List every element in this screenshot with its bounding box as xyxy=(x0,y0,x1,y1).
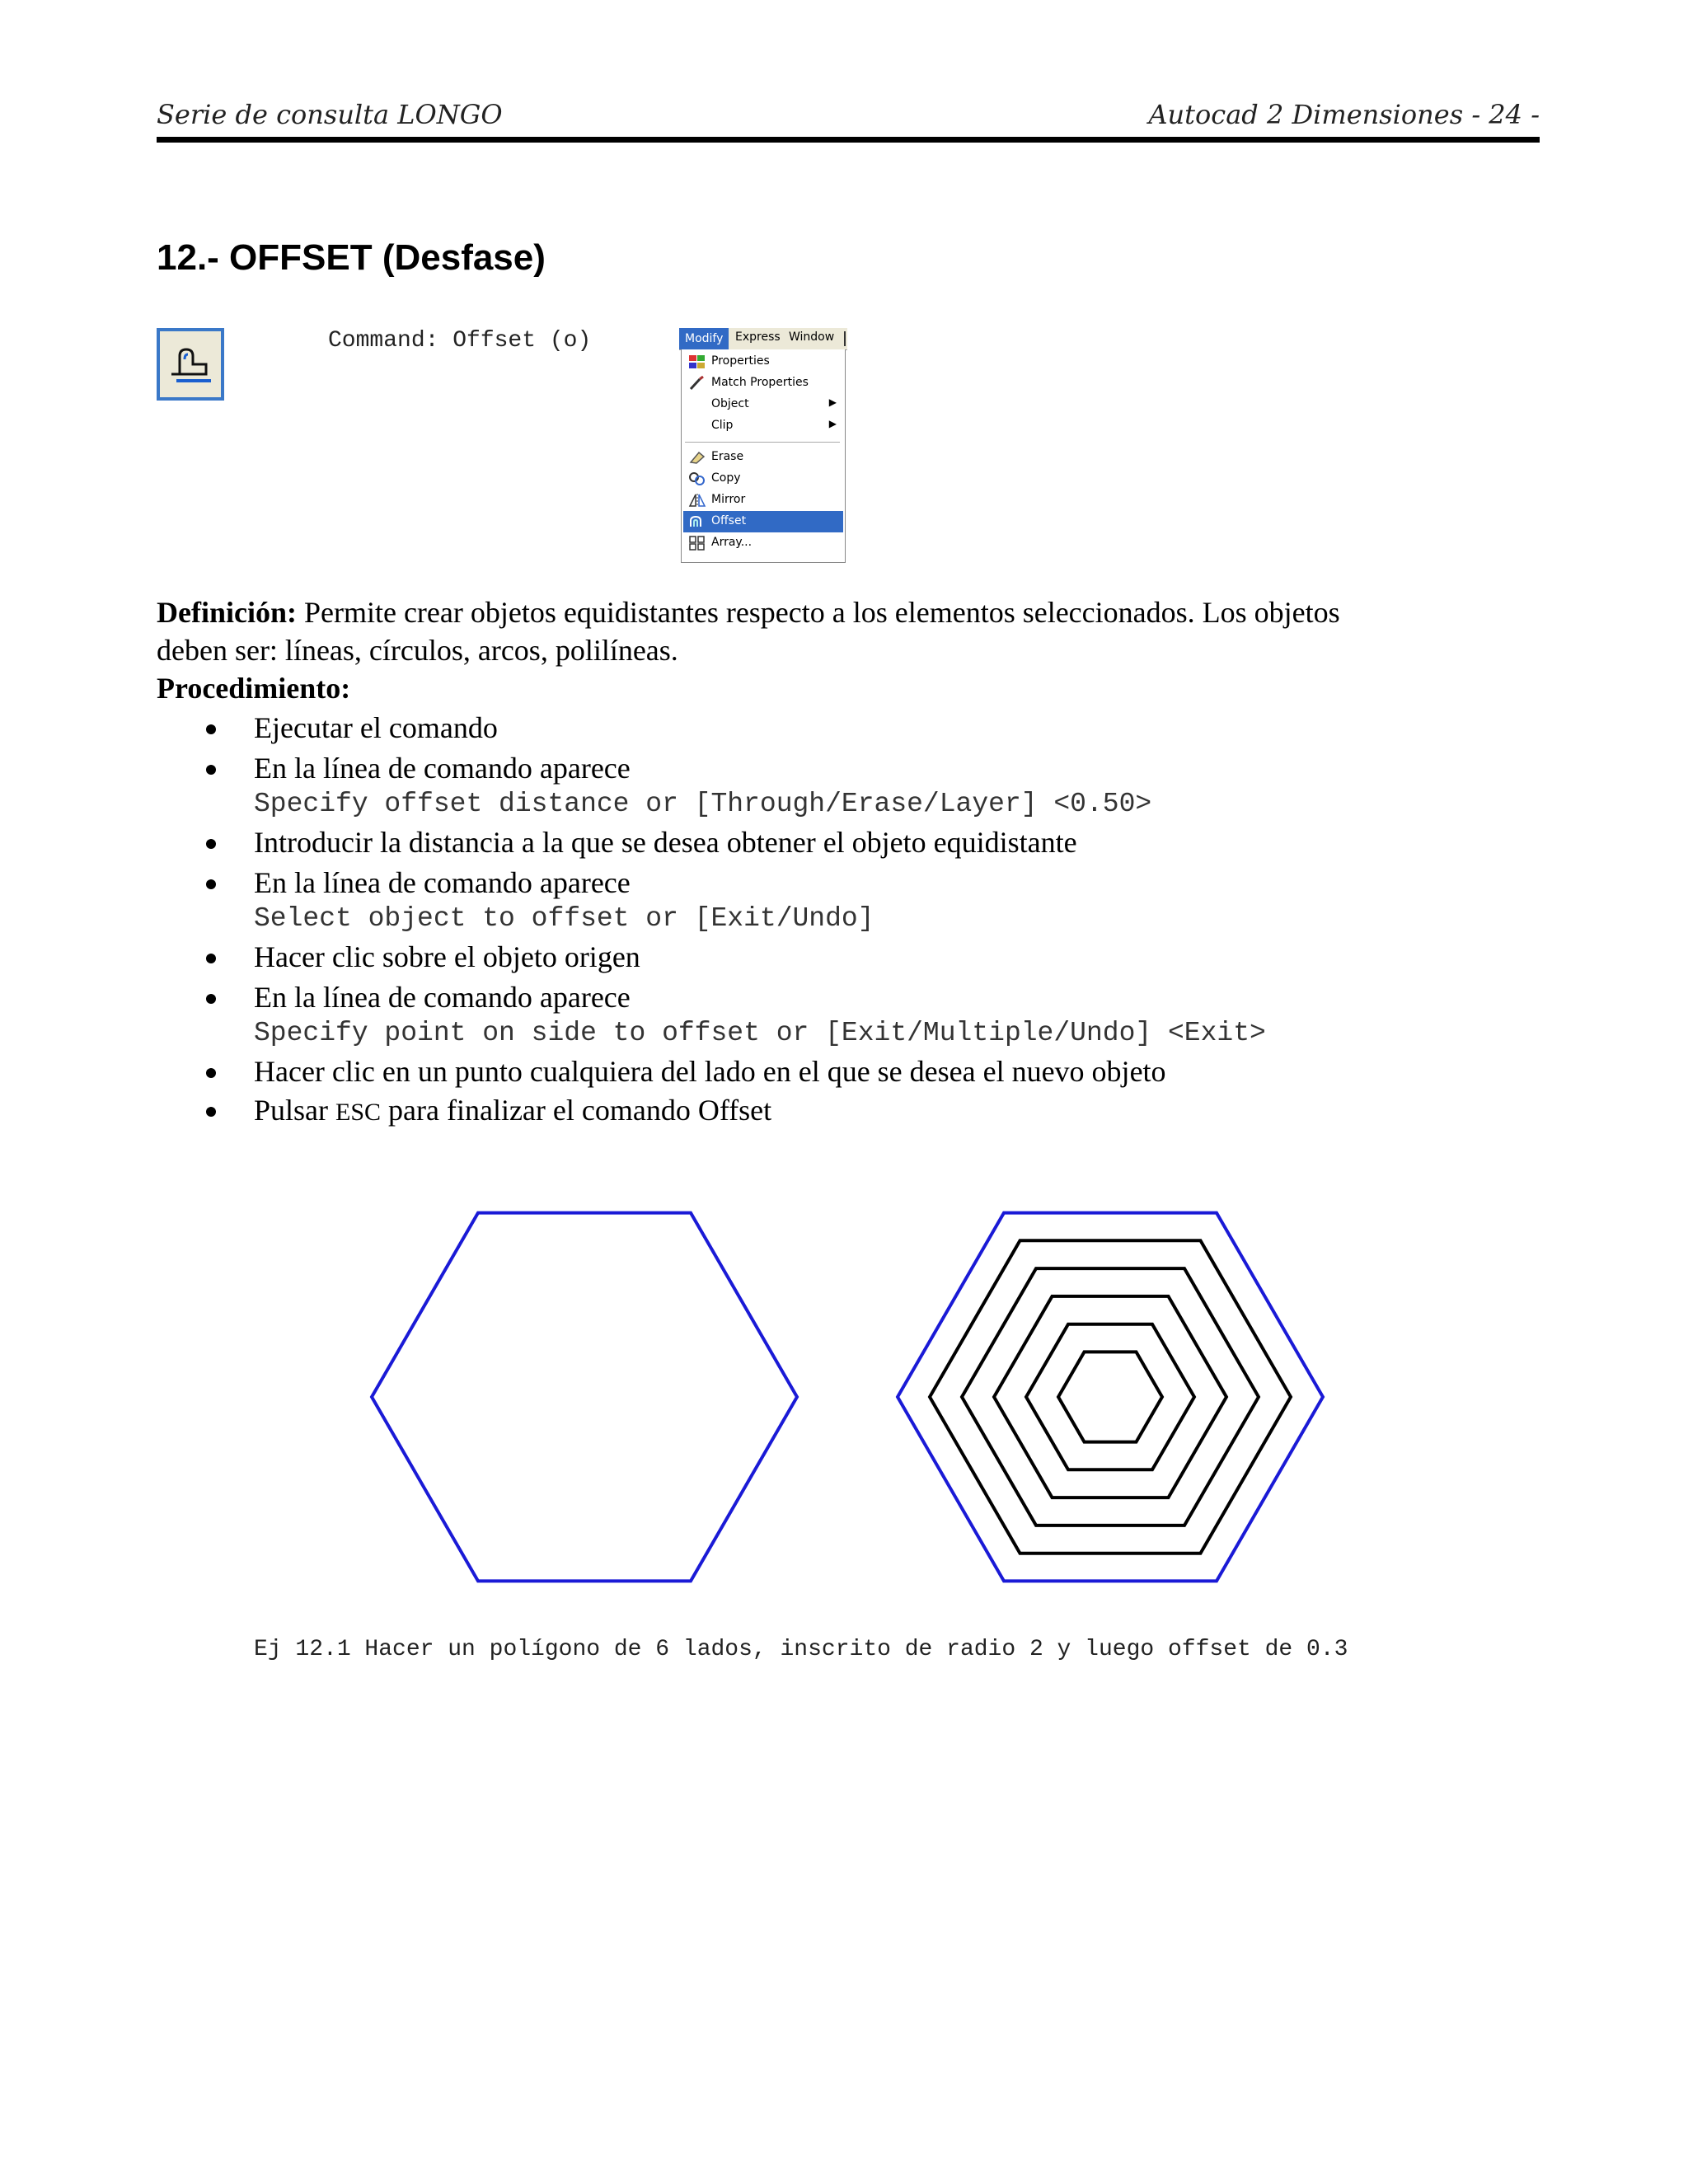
step-2: En la línea de comando aparece xyxy=(254,752,631,785)
menu-express[interactable]: Express xyxy=(735,330,781,344)
esc-key: ESC xyxy=(335,1099,382,1126)
header-page-info: Autocad 2 Dimensiones - 24 - xyxy=(1148,99,1540,130)
offset-hexagon xyxy=(930,1240,1291,1553)
definition-text-line2: deben ser: líneas, círculos, arcos, polilíneas. xyxy=(157,634,678,667)
menu-item-copy[interactable]: Copy xyxy=(683,468,843,490)
definition-label: Definición: xyxy=(157,596,297,629)
step-8: Pulsar ESC para finalizar el comando Offset xyxy=(254,1094,772,1127)
prompt-3: Specify point on side to offset or [Exit/Multiple/Undo] <Exit> xyxy=(254,1018,1266,1048)
menu-window[interactable]: Window xyxy=(789,330,835,344)
offset-hexagon xyxy=(962,1268,1259,1526)
prompt-1: Specify offset distance or [Through/Erase/Layer] <0.50> xyxy=(254,789,1152,819)
offset-hexagon xyxy=(1026,1324,1194,1470)
step-4: En la línea de comando aparece xyxy=(254,866,631,899)
prompt-2: Select object to offset or [Exit/Undo] xyxy=(254,903,874,934)
submenu-arrow-icon: ▶ xyxy=(828,396,837,408)
command-text: Command: Offset (o) xyxy=(328,328,592,354)
step-6: En la línea de comando aparece xyxy=(254,981,631,1014)
step-1: Ejecutar el comando xyxy=(254,711,498,744)
offset-hexagon xyxy=(994,1296,1226,1497)
submenu-arrow-icon: ▶ xyxy=(828,418,837,429)
section-title: 12.- OFFSET (Desfase) xyxy=(157,237,546,278)
menu-item-mirror[interactable]: Mirror xyxy=(683,490,843,511)
menu-item-erase[interactable]: Erase xyxy=(683,447,843,468)
menu-item-object[interactable]: Object ▶ xyxy=(711,396,837,410)
procedure-label: Procedimiento: xyxy=(157,672,351,705)
original-hexagon xyxy=(372,1213,797,1582)
header-series-title: Serie de consulta LONGO xyxy=(157,99,503,130)
menu-item-properties[interactable]: Properties xyxy=(683,351,843,373)
menu-item-offset[interactable]: Offset xyxy=(683,511,843,532)
menu-item-clip[interactable]: Clip ▶ xyxy=(711,418,837,432)
figure-caption: Ej 12.1 Hacer un polígono de 6 lados, inscrito de radio 2 y luego offset de 0.3 xyxy=(254,1637,1348,1662)
menu-item-match-properties[interactable]: Match Properties xyxy=(683,373,843,394)
step-5: Hacer clic sobre el objeto origen xyxy=(254,940,640,973)
menu-modify[interactable]: Modify xyxy=(679,328,729,349)
menu-item-array[interactable]: Array... xyxy=(683,532,843,554)
step-7: Hacer clic en un punto cualquiera del lado en el que se desea el nuevo objeto xyxy=(254,1055,1166,1088)
offset-hexagon xyxy=(1058,1352,1162,1441)
definition-text: Permite crear objetos equidistantes respecto a los elementos seleccionados. Los objetos xyxy=(303,596,1340,629)
step-3: Introducir la distancia a la que se desea obtener el objeto equidistante xyxy=(254,826,1077,859)
